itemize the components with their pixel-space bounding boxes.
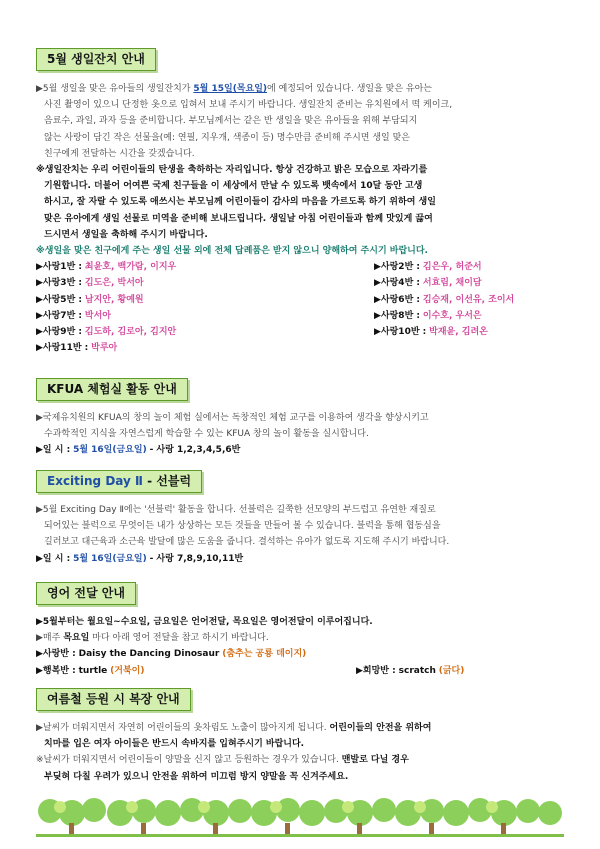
birthday-p1-line5: 친구에게 전달하는 시간을 갖겠습니다. (44, 148, 195, 159)
class-entry: ▶사랑9반 : 김도하, 김로아, 김지안 (36, 327, 177, 338)
kfua-section (36, 378, 564, 459)
exciting-date: 5월 16일(금요일) (73, 553, 147, 564)
class-entry: ▶사랑7반 : 박서아 (36, 310, 111, 321)
summer-line4: 부딪혀 다칠 우려가 있으니 안전을 위하여 미끄럼 방지 양말을 꼭 신겨주세요. (44, 771, 349, 782)
kfua-classes: - 사랑 1,2,3,4,5,6반 (149, 445, 241, 456)
birthday-section (36, 48, 564, 356)
kfua-line2: 수과학적인 지식을 자연스럽게 학습할 수 있는 KFUA 창의 놀이 활동을 실시합니다. (44, 429, 369, 440)
birthday-p2-line5: 드시면서 생일을 축하해 주시기 바랍니다. (44, 229, 208, 240)
exciting-day-section (36, 470, 564, 567)
birthday-p2-line3: 하시고, 잘 자랄 수 있도록 애쓰시는 부모님께 어린이들이 감사의 마음을 가르도록 하기 위하여 생일 (44, 197, 436, 208)
birthday-p2-line4: 맞은 유아에게 생일 선물로 미역을 준비해 보내드립니다. 생일날 아침 어린이들과 함께 맛있게 끓여 (44, 213, 433, 224)
birthday-p1-line3: 음료수, 과일, 과자 등을 준비합니다. 부모님께서는 같은 반 생일을 맞은 유아들을 위해 부담되지 (44, 116, 418, 127)
class-entry: ▶사랑1반 : 최윤호, 백가람, 이지우 (36, 262, 177, 273)
exciting-date-label: ▶일 시 : (36, 553, 71, 564)
kfua-line1: ▶국제유치원의 KFUA의 창의 놀이 체험 실에서는 독창적인 체험 교구를 이용하여 생각을 향상시키고 (36, 413, 429, 423)
english-line1: ▶5월부터는 월요일~수요일, 금요일은 언어전달, 목요일은 영어전달이 이루어집니다. (36, 617, 373, 627)
summer-line2: 치마를 입은 여자 아이들은 반드시 속바지를 입혀주시기 바랍니다. (44, 739, 305, 750)
exciting-classes: - 사랑 7,8,9,10,11반 (149, 553, 244, 564)
class-entry: ▶사랑8반 : 이수호, 우서은 (374, 310, 482, 321)
birthday-p1-a: ▶5월 생일을 맞은 유아들의 생일잔치가 (36, 84, 191, 94)
kfua-section-title: KFUA 체험실 활동 안내 (36, 378, 188, 401)
english-item: ▶희망반 : scratch (긁다) (356, 665, 465, 676)
english-section-title: 영어 전달 안내 (36, 582, 136, 605)
exciting-day-body (36, 502, 564, 567)
exciting-line2: 되어있는 블럭으로 무엇이든 내가 상상하는 모든 것들을 만들어 볼 수 있습니다. 블럭을 통해 협동심을 (44, 521, 441, 532)
english-body: ▶5월부터는 월요일~수요일, 금요일은 언어전달, 목요일은 영어전달이 이루어집니다. ▶매주 목요일 마다 아래 영어 전달을 참고 하시기 바랍니다. ▶사랑반 : Daisy the Dancing Dinosaur (춤추는 공룡 데이지) ▶행복반 : turtle (거북이) ▶희망반 : scratch (긁다) (36, 614, 564, 679)
english-item: ▶행복반 : turtle (거북이) (36, 665, 145, 676)
class-entry: ▶사랑11반 : 박루아 (36, 343, 118, 354)
birthday-class-list (36, 259, 564, 356)
class-entry: ▶사랑10반 : 박재윤, 김려온 (374, 327, 488, 338)
birthday-p1-line2: 사진 촬영이 있으니 단정한 옷으로 입혀서 보내 주시기 바랍니다. 생일잔치 준비는 유치원에서 떡 케이크, (44, 100, 453, 111)
birthday-p1-b: 에 예정되어 있습니다. 생일을 맞은 유아는 (267, 84, 432, 94)
birthday-note: ※생일을 맞은 친구에게 주는 생일 선물 외에 전체 답례품은 받지 않으니 양해하여 주시기 바랍니다. (36, 246, 428, 257)
exciting-day-title: Exciting Day Ⅱ - 선블럭 (36, 470, 202, 493)
exciting-line3: 길러보고 대근육과 소근육 발달에 많은 도움을 줍니다. 결석하는 유아가 없도록 지도해 주시기 바랍니다. (44, 537, 450, 548)
birthday-section-title: 5월 생일잔치 안내 (36, 48, 156, 71)
birthday-p2-line2: 기원합니다. 더불어 어여쁜 국제 친구들을 이 세상에서 만날 수 있도록 뱃속에서 10달 동안 고생 (44, 181, 423, 192)
summer-section-title: 여름철 등원 시 복장 안내 (36, 688, 191, 711)
class-entry: ▶사랑6반 : 김승재, 이선유, 조이서 (374, 294, 515, 305)
kfua-body (36, 410, 564, 459)
birthday-p2-line1: ※생일잔치는 우리 어린이들의 탄생을 축하하는 자리입니다. 항상 건강하고 밝은 모습으로 자라기를 (36, 165, 428, 176)
kfua-date: 5월 16일(금요일) (73, 445, 147, 456)
class-entry: ▶사랑5반 : 남지안, 황예원 (36, 294, 144, 305)
tree-border-illustration (36, 795, 564, 837)
class-entry: ▶사랑3반 : 김도은, 박서아 (36, 278, 144, 289)
birthday-date: 5월 15일(목요일) (193, 84, 268, 94)
birthday-p1-line4: 않는 사랑이 담긴 작은 선물을(예: 연필, 지우개, 색종이 등) 명수만큼 준비해 주시면 생일 맞은 (44, 132, 410, 143)
birthday-body (36, 81, 564, 259)
exciting-line1: ▶5월 Exciting Day Ⅱ에는 '선블럭' 활동을 합니다. 선블럭은 길쭉한 선모양의 부드럽고 유연한 재질로 (36, 505, 436, 515)
summer-body: ▶날씨가 더워지면서 자연히 어린이들의 옷차림도 노출이 많아지게 됩니다. 어린이들의 안전을 위하여 치마를 입은 여자 아이들은 반드시 속바지를 입혀주시기 바랍니다. ※날씨가 더워지면서 어린이들이 양말을 신지 않고 등원하는 경우가 있습니다. 맨발로 다닐 경우 부딪혀 다칠 우려가 있으니 안전을 위하여 미끄럼 방지 양말을 꼭 신겨주세요. (36, 720, 564, 785)
summer-dress-section (36, 688, 564, 785)
kfua-date-label: ▶일 시 : (36, 445, 71, 456)
class-entry: ▶사랑2반 : 김은우, 허준서 (374, 262, 482, 273)
english-item: ▶사랑반 : Daisy the Dancing Dinosaur (춤추는 공룡 데이지) (36, 649, 307, 660)
english-section (36, 582, 564, 679)
class-entry: ▶사랑4반 : 서효림, 채이담 (374, 278, 482, 289)
